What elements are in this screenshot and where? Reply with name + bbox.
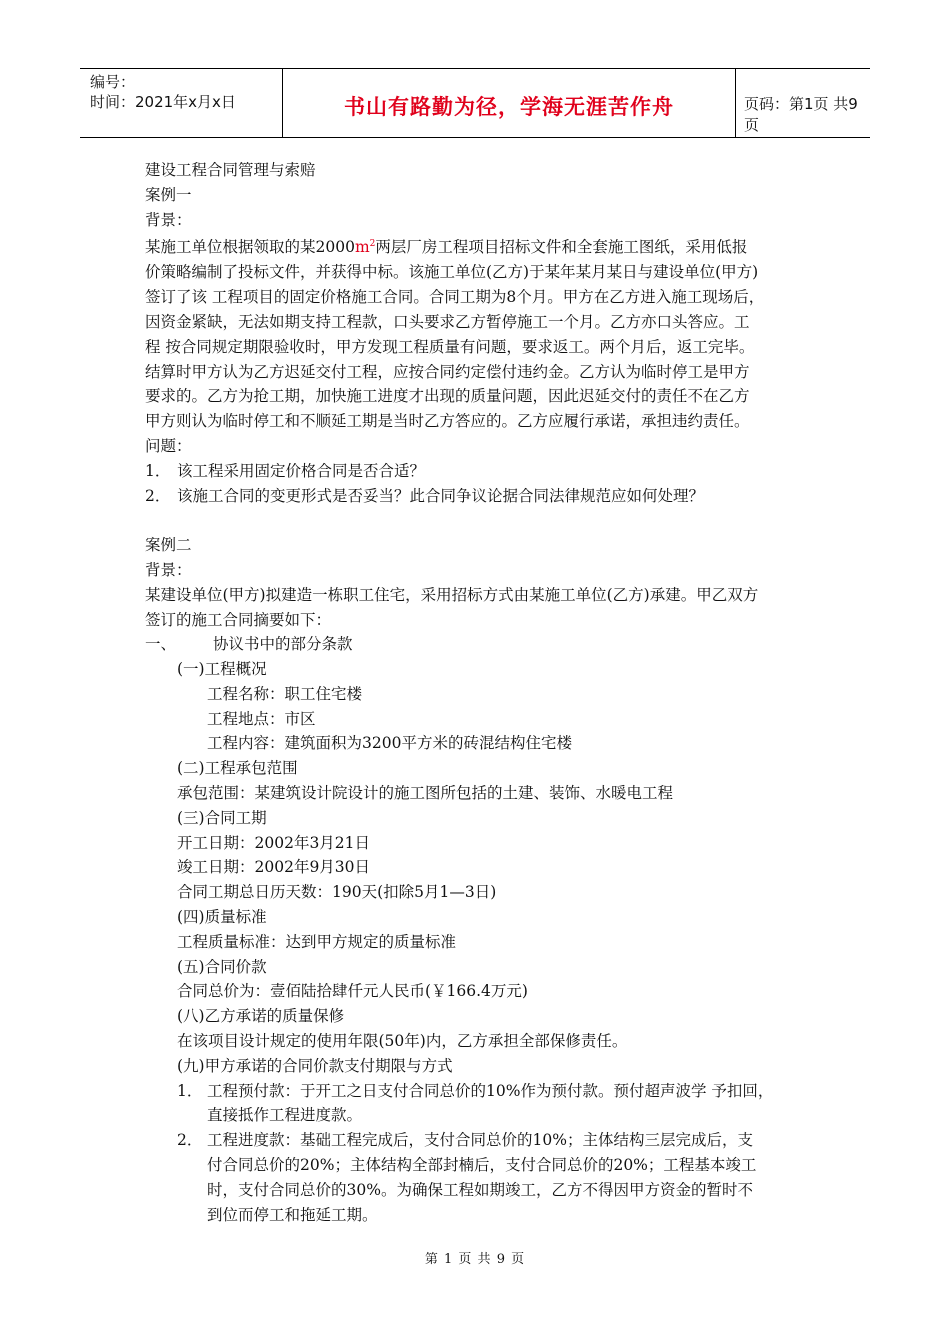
- case1-line: 结算时甲方认为乙方迟延交付工程，应按合同约定偿付违约金。乙方认为临时停工是甲方: [145, 362, 750, 381]
- page-header: [80, 68, 870, 138]
- scope-text: 承包范围：某建筑设计院设计的施工图所包括的土建、装饰、水暖电工程: [177, 784, 674, 803]
- spacer: [145, 508, 825, 533]
- project-content: 工程内容：建筑面积为3200平方米的砖混结构住宅楼: [207, 734, 572, 753]
- question-text: 该工程采用固定价格合同是否合适？: [177, 461, 426, 480]
- case1-line: 程 按合同规定期限验收时，甲方发现工程质量有问题，要求返工。两个月后，返工完毕。: [145, 337, 755, 356]
- section-one-heading: [145, 632, 825, 657]
- payment-item-line: 到位而停工和拖延工期。: [207, 1205, 378, 1224]
- project-name: 工程名称：职工住宅楼: [207, 684, 363, 703]
- case2-background-label: 背景：: [145, 560, 192, 579]
- case1-p1-post: 两层厂房工程项目招标文件和全套施工图纸，采用低报: [375, 238, 748, 257]
- payment-item: [145, 1079, 825, 1129]
- payment-item-line: 工程进度款：基础工程完成后，支付合同总价的10%；主体结构三层完成后，支: [207, 1131, 753, 1150]
- doc-number-label: 编号：: [90, 73, 136, 91]
- subsection-title: (八)乙方承诺的质量保修: [177, 1007, 345, 1026]
- subsection-title: (五)合同价款: [177, 957, 267, 976]
- header-page-label: 页码：第1页 共9页: [744, 95, 858, 134]
- project-location: 工程地点：市区: [207, 709, 316, 728]
- payment-item-number: 1．: [177, 1081, 203, 1100]
- end-date: 竣工日期：2002年9月30日: [177, 858, 371, 877]
- case1-line: 甲方则认为临时停工和不顺延工期是当时乙方答应的。乙方应履行承诺，承担违约责任。: [145, 412, 750, 431]
- question-item: [145, 459, 825, 484]
- page-footer: 第 1 页 共 9 页: [424, 1252, 526, 1267]
- case1-p1-pre: 某施工单位根据领取的某2000: [145, 238, 355, 257]
- case1-line: 要求的。乙方为抢工期，加快施工进度才出现的质量问题，因此迟延交付的责任不在乙方: [145, 387, 750, 406]
- header-right-cell: [734, 69, 870, 137]
- case1-line: 因资金紧缺，无法如期支持工程款，口头要求乙方暂停施工一个月。乙方亦口头答应。工: [145, 312, 750, 331]
- subsection-title: (一)工程概况: [177, 660, 267, 679]
- doc-time-label: 时间：2021年x月x日: [90, 93, 236, 111]
- case2-heading: 案例二: [145, 536, 192, 555]
- area-unit-sup: 2: [369, 239, 376, 250]
- payment-item-line: 工程预付款：于开工之日支付合同总价的10%作为预付款。预付超声波学 予扣回，: [207, 1081, 774, 1100]
- case1-heading: 案例一: [145, 185, 192, 204]
- question-text: 该施工合同的变更形式是否妥当？此合同争议论据合同法律规范应如何处理？: [177, 486, 705, 505]
- subsection-title: (四)质量标准: [177, 908, 267, 927]
- warranty-text: 在该项目设计规定的使用年限(50年)内，乙方承担全部保修责任。: [177, 1032, 628, 1051]
- payment-item: [145, 1128, 825, 1227]
- question-number: 1．: [145, 461, 171, 480]
- doc-title: 建设工程合同管理与索赔: [145, 161, 316, 179]
- header-center-cell: [282, 69, 736, 137]
- question-number: 2．: [145, 486, 171, 505]
- subsection-title: (二)工程承包范围: [177, 759, 298, 778]
- subsection-title: (三)合同工期: [177, 808, 267, 827]
- contract-price: 合同总价为：壹佰陆拾肆仟元人民币(￥166.4万元): [177, 982, 528, 1001]
- payment-item-line: 直接抵作工程进度款。: [207, 1106, 363, 1125]
- case1-paragraph-first-line: [145, 232, 825, 260]
- payment-item-number: 2．: [177, 1131, 203, 1150]
- section-mark: 一、: [145, 635, 177, 654]
- quality-standard: 工程质量标准：达到甲方规定的质量标准: [177, 932, 457, 951]
- case1-line: 价策略编制了投标文件，并获得中标。该施工单位(乙方)于某年某月某日与建设单位(甲方): [145, 263, 759, 282]
- start-date: 开工日期：2002年3月21日: [177, 833, 371, 852]
- subsection-title: (九)甲方承诺的合同价款支付期限与方式: [177, 1056, 453, 1075]
- payment-item-line: 时，支付合同总价的30%。为确保工程如期竣工，乙方不得因甲方资金的暂时不: [207, 1180, 753, 1199]
- case1-background-label: 背景：: [145, 210, 192, 229]
- case2-line: 签订的施工合同摘要如下：: [145, 610, 332, 629]
- document-body: [145, 158, 825, 1227]
- case2-line: 某建设单位(甲方)拟建造一栋职工住宅，采用招标方式由某施工单位(乙方)承建。甲乙双方: [145, 585, 759, 604]
- header-motto: 书山有路勤为径，学海无涯苦作舟: [344, 95, 674, 119]
- area-unit: m: [354, 238, 370, 257]
- case1-line: 签订了该 工程项目的固定价格施工合同。合同工期为8个月。甲方在乙方进入施工现场后，: [145, 288, 765, 307]
- case1-questions-label: 问题：: [145, 436, 192, 455]
- question-item: [145, 484, 825, 509]
- total-days: 合同工期总日历天数：190天(扣除5月1—3日): [177, 883, 497, 902]
- payment-item-line: 付合同总价的20%；主体结构全部封楠后，支付合同总价的20%；工程基本竣工: [207, 1156, 757, 1175]
- header-left-cell: [80, 69, 282, 137]
- section-title: 协议书中的部分条款: [213, 635, 353, 654]
